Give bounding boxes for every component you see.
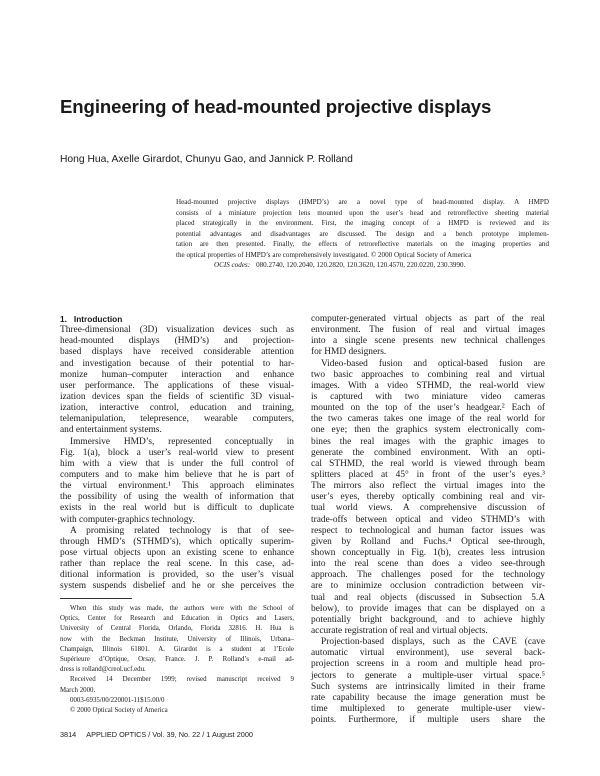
body-line: into a single scene presents new technical challenges [311, 336, 545, 347]
body-line: jectors to generate a multiple-user virtual space.⁵ [311, 670, 545, 681]
body-line: cal STHMD, the real world is viewed through beam [311, 458, 545, 469]
footnote-line: Optics, Center for Research and Education in Optics and Lasers, [60, 615, 294, 623]
ocis-label: OCIS codes: [214, 261, 251, 269]
body-line: trade-offs between optical and video STHMD’s with [311, 514, 545, 525]
page-footer [60, 730, 550, 739]
section-title: Introduction [73, 314, 123, 324]
body-line: rather than replace the real scene. In this case, ad- [60, 559, 294, 570]
body-line: and entertainment systems. [60, 425, 162, 436]
body-line: projection screens in a room and multiple head pro- [311, 659, 545, 670]
body-line: points. Furthermore, if multiple users share the [311, 715, 545, 726]
body-line: user’s eyes, thereby optically combining real and vir- [311, 492, 545, 503]
body-line: tual and real objects (discussed in Subsection 5.A [311, 592, 545, 603]
journal-citation: APPLIED OPTICS / Vol. 39, No. 22 / 1 August 2000 [86, 730, 253, 739]
ocis-codes [176, 260, 549, 271]
section-heading [60, 314, 294, 325]
footnote-line: © 2000 Optical Society of America [70, 706, 168, 714]
body-line: are to minimize occlusion contradiction between vir- [311, 581, 545, 592]
body-line: telemanipulation, telepresence, wearable computers, [60, 414, 294, 425]
footnote [60, 604, 294, 716]
body-line: splitters placed at 45° in front of the user’s eyes.³ [311, 469, 545, 480]
body-line: generate the combined environment. With an opti- [311, 447, 545, 458]
body-line: is captured with two miniature video cameras [311, 391, 545, 402]
body-line: automatic virtual environment), use several back- [311, 648, 545, 659]
footnote-line: Champaign, Illinois 61801. A. Girardot is a student at l’Ecole [60, 645, 294, 653]
footnote-line: now with the Beckman Institute, University of Illinois, Urbana– [60, 635, 294, 643]
body-line: A promising related technology is that of see- [70, 525, 294, 536]
body-line: accurate registration of real and virtual objects. [311, 625, 488, 636]
body-line: and investigation because of their potential to har- [60, 358, 294, 369]
left-column [60, 314, 294, 593]
author-list: Hong Hua, Axelle Girardot, Chunyu Gao, and Jannick P. Rolland [60, 154, 353, 165]
body-line: head-mounted displays (HMD’s) and projection- [60, 336, 294, 347]
body-line: the virtual environment.¹ This approach eliminates [60, 481, 294, 492]
footnote-divider [60, 598, 132, 599]
body-line: below), to provide images that can be displayed on a [311, 603, 545, 614]
right-column [311, 314, 545, 726]
footnote-line: dress is rolland@creol.ucf.edu. [60, 666, 146, 674]
body-line: time multiplexed to generate multiple-user view- [311, 703, 545, 714]
page-number: 3814 [60, 730, 77, 739]
body-line: computer-generated virtual objects as part of the real [311, 314, 545, 324]
body-line: computers and to make him believe that he is part of [60, 469, 294, 480]
body-line: into the real scene than does a video see-through [311, 559, 545, 570]
abstract-line: consists of a miniature projection lens mounted upon the user’s head and retroreflective sheeting material [176, 208, 549, 217]
body-line: bines the real images with the graphic images to [311, 436, 545, 447]
body-line: approach. The challenges posed for the technology [311, 570, 545, 581]
body-line: one eye; then the graphics system electronically com- [311, 425, 545, 436]
body-line: monize human–computer interaction and enhance [60, 369, 294, 380]
body-line: Video-based fusion and optical-based fusion are [321, 358, 545, 369]
abstract-line: Head-mounted projective displays (HMPD’s) are a novel type of head-mounted display. A HMPD [176, 198, 549, 206]
body-line: respect to technological and human factor issues was [311, 525, 545, 536]
body-line: exists in the real world but is difficult to duplicate [60, 503, 294, 514]
abstract-line: placed strategically in the environment. First, the imaging concept of a HMPD is reviewed and its [176, 219, 549, 227]
footnote-line: University of Central Florida, Orlando, Florida 32816. H. Hua is [60, 625, 294, 633]
body-line: mounted on the top of the user’s headgear.² Each of [311, 403, 545, 414]
body-line: Projection-based displays, such as the CAVE (cave [321, 637, 545, 648]
body-line: potentially bright background, and to achieve highly [311, 614, 545, 625]
body-line: two basic approaches to combining real and virtual [311, 369, 545, 380]
body-line: Immersive HMD’s, represented conceptually in [70, 436, 294, 447]
abstract-line: tation are then presented. Finally, the effects of retroreflective materials on the imaging properties and [176, 240, 549, 248]
body-line: ization, interactive control, education and training, [60, 403, 294, 414]
footnote-line: March 2000. [60, 686, 96, 694]
body-line: for HMD designers. [311, 347, 387, 358]
body-line: given by Rolland and Fuchs.⁴ Optical see-through, [311, 536, 545, 547]
ocis-values: 080.2740, 120.2040, 120.2820, 120.3620, 120.4570, 220.0220, 230.3990. [256, 261, 466, 269]
body-line: user performance. The applications of these visual- [60, 380, 294, 391]
body-line: environment. The fusion of real and virtual images [311, 325, 545, 336]
body-line: Fig. 1(a), block a user’s real-world view to present [60, 447, 294, 458]
footnote-line: Received 14 December 1999; revised manuscript received 9 [70, 676, 294, 684]
body-line: Three-dimensional (3D) visualization devices such as [60, 325, 294, 336]
body-line: rate capability because the image generation must be [311, 692, 545, 703]
footnote-line: Supérieure d’Optique, Orsay, France. J. P. Rolland’s e-mail ad- [60, 655, 294, 663]
body-line: tual world views. A comprehensive discussion of [311, 503, 545, 514]
body-line: pose virtual objects upon an existing scene to enhance [60, 547, 294, 558]
section-number: 1. [60, 314, 67, 324]
body-line: images. With a video STHMD, the real-world view [311, 380, 545, 391]
abstract-line: potential advantages and disadvantages are discussed. The design and a bench prototype implemen- [176, 229, 549, 238]
body-line: the two cameras takes one image of the real world for [311, 414, 545, 425]
paper-title: Engineering of head-mounted projective displays [60, 96, 492, 117]
footnote-line: When this study was made, the authors were with the School of [70, 605, 294, 612]
body-line: The mirrors also reflect the virtual images into the [311, 481, 545, 492]
body-line: system suspends disbelief and he or she perceives the [60, 581, 294, 592]
body-line: him with a view that is under the full control of [60, 458, 294, 469]
body-line: ditional information is provided, so the user’s visual [60, 570, 294, 581]
body-line: based displays have received considerable attention [60, 347, 294, 358]
abstract-line: the optical properties of HMPD’s are comprehensively investigated. © 2000 Optical Society of America [176, 250, 472, 259]
abstract [176, 197, 549, 271]
footnote-line: 0003-6935/00/220001-11$15.00/0 [70, 696, 165, 704]
body-line: with computer-graphics technology. [60, 514, 195, 525]
body-line: through HMD’s (STHMD’s), which optically superim- [60, 536, 294, 547]
body-line: shown conceptually in Fig. 1(b), creates less intrusion [311, 547, 545, 558]
body-line: Such systems are intrinsically limited in their frame [311, 681, 545, 692]
body-line: the possibility of using the wealth of information that [60, 492, 294, 503]
body-line: ization devices span the fields of scientific 3D visual- [60, 391, 294, 402]
